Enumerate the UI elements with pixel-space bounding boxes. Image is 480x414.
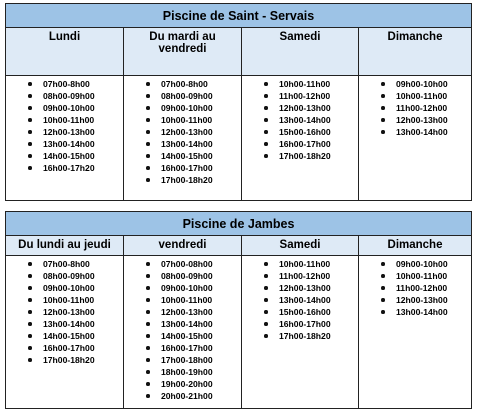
time-slot: 14h00-15h00 xyxy=(124,330,241,342)
time-slot: 11h00-12h00 xyxy=(359,102,471,114)
time-slot: 12h00-13h00 xyxy=(242,282,358,294)
day-header: Dimanche xyxy=(387,31,443,43)
time-slot: 11h00-12h00 xyxy=(242,270,358,282)
time-slot: 17h00-18h20 xyxy=(242,330,358,342)
time-slot: 10h00-11h00 xyxy=(124,294,241,306)
time-slot: 15h00-16h00 xyxy=(242,306,358,318)
time-slot: 12h00-13h00 xyxy=(6,126,123,138)
time-slot: 13h00-14h00 xyxy=(242,294,358,306)
time-slot: 10h00-11h00 xyxy=(359,90,471,102)
time-slot: 16h00-17h00 xyxy=(242,138,358,150)
time-slot: 10h00-11h00 xyxy=(6,114,123,126)
slots-column xyxy=(6,256,124,408)
time-slot: 13h00-14h00 xyxy=(359,306,471,318)
day-header: Samedi xyxy=(242,28,359,75)
day-header: Samedi xyxy=(242,236,359,255)
time-slot: 16h00-17h00 xyxy=(6,342,123,354)
slots-column xyxy=(359,256,471,408)
time-slot: 11h00-12h00 xyxy=(359,282,471,294)
time-slot: 13h00-14h00 xyxy=(242,114,358,126)
slots-column xyxy=(124,76,242,200)
time-slot: 10h00-11h00 xyxy=(6,294,123,306)
time-slot: 16h00-17h20 xyxy=(6,162,123,174)
time-slot: 16h00-17h00 xyxy=(124,162,241,174)
slots-column xyxy=(242,256,359,408)
slots-column xyxy=(359,76,471,200)
schedule-table-saint-servais xyxy=(5,3,472,201)
time-slot: 17h00-18h20 xyxy=(6,354,123,366)
time-slot: 12h00-13h00 xyxy=(359,114,471,126)
time-slot: 07h00-8h00 xyxy=(124,78,241,90)
slots-column xyxy=(124,256,242,408)
time-slot: 17h00-18h20 xyxy=(124,174,241,186)
time-slot: 12h00-13h00 xyxy=(124,126,241,138)
day-header: Lundi xyxy=(6,28,124,75)
time-slot: 09h00-10h00 xyxy=(6,282,123,294)
time-slot: 13h00-14h00 xyxy=(124,138,241,150)
time-slot: 11h00-12h00 xyxy=(242,90,358,102)
time-slot: 16h00-17h00 xyxy=(242,318,358,330)
time-slot: 15h00-16h00 xyxy=(242,126,358,138)
time-slot: 09h00-10h00 xyxy=(359,258,471,270)
time-slot: 14h00-15h00 xyxy=(6,150,123,162)
time-slot: 08h00-09h00 xyxy=(6,270,123,282)
time-slot: 13h00-14h00 xyxy=(6,138,123,150)
time-slot: 08h00-09h00 xyxy=(124,270,241,282)
time-slot: 12h00-13h00 xyxy=(359,294,471,306)
time-slot: 13h00-14h00 xyxy=(124,318,241,330)
day-header: Du mardi au vendredi xyxy=(124,28,242,75)
day-header: Du lundi au jeudi xyxy=(6,236,124,255)
time-slot: 07h00-8h00 xyxy=(6,78,123,90)
time-slot: 10h00-11h00 xyxy=(242,258,358,270)
slots-row xyxy=(6,256,471,408)
time-slot: 20h00-21h00 xyxy=(124,390,241,402)
time-slot: 12h00-13h00 xyxy=(242,102,358,114)
slots-column xyxy=(242,76,359,200)
time-slot: 17h00-18h00 xyxy=(124,354,241,366)
schedule-table-jambes xyxy=(5,211,472,409)
time-slot: 07h00-8h00 xyxy=(6,258,123,270)
pool-title: Piscine de Jambes xyxy=(6,212,471,236)
time-slot: 13h00-14h00 xyxy=(359,126,471,138)
slots-column xyxy=(6,76,124,200)
time-slot: 14h00-15h00 xyxy=(124,150,241,162)
time-slot: 09h00-10h00 xyxy=(359,78,471,90)
day-header-row xyxy=(6,28,471,76)
time-slot: 10h00-11h00 xyxy=(359,270,471,282)
time-slot: 12h00-13h00 xyxy=(124,306,241,318)
day-header: vendredi xyxy=(124,236,242,255)
time-slot: 16h00-17h00 xyxy=(124,342,241,354)
time-slot: 08h00-09h00 xyxy=(6,90,123,102)
day-header-row xyxy=(6,236,471,256)
time-slot: 14h00-15h00 xyxy=(6,330,123,342)
pool-title: Piscine de Saint - Servais xyxy=(6,4,471,28)
time-slot: 08h00-09h00 xyxy=(124,90,241,102)
slots-row xyxy=(6,76,471,200)
time-slot: 18h00-19h00 xyxy=(124,366,241,378)
time-slot: 19h00-20h00 xyxy=(124,378,241,390)
time-slot: 07h00-08h00 xyxy=(124,258,241,270)
time-slot: 12h00-13h00 xyxy=(6,306,123,318)
time-slot: 09h00-10h00 xyxy=(124,102,241,114)
time-slot: 10h00-11h00 xyxy=(242,78,358,90)
day-header: Dimanche xyxy=(387,239,443,251)
time-slot: 10h00-11h00 xyxy=(124,114,241,126)
time-slot: 09h00-10h00 xyxy=(6,102,123,114)
time-slot: 09h00-10h00 xyxy=(124,282,241,294)
time-slot: 17h00-18h20 xyxy=(242,150,358,162)
time-slot: 13h00-14h00 xyxy=(6,318,123,330)
